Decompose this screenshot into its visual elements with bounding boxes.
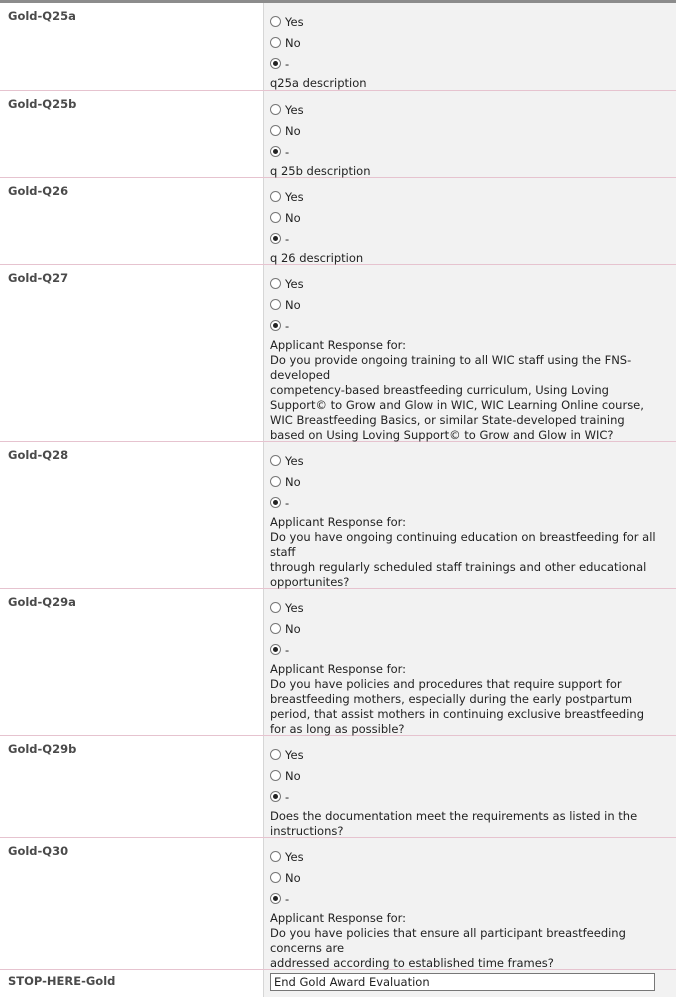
question-row: [0, 178, 676, 265]
radio-option[interactable]: [270, 471, 676, 492]
answer-field: [264, 178, 676, 264]
question-row: [0, 736, 676, 838]
radio-button[interactable]: [270, 233, 281, 244]
answer-field: [264, 442, 676, 588]
radio-option[interactable]: [270, 846, 676, 867]
radio-button[interactable]: [270, 791, 281, 802]
radio-option[interactable]: [270, 207, 676, 228]
radio-option[interactable]: [270, 53, 676, 74]
radio-button[interactable]: [270, 851, 281, 862]
radio-button[interactable]: [270, 58, 281, 69]
question-row: [0, 3, 676, 91]
answer-field: [264, 838, 676, 969]
radio-label: No: [285, 621, 301, 636]
radio-label: Yes: [285, 189, 304, 204]
radio-button[interactable]: [270, 497, 281, 508]
radio-button[interactable]: [270, 320, 281, 331]
radio-button[interactable]: [270, 104, 281, 115]
question-label: Gold-Q29b: [0, 736, 264, 837]
radio-label: Yes: [285, 14, 304, 29]
radio-label: -: [285, 144, 290, 159]
radio-button[interactable]: [270, 16, 281, 27]
radio-label: -: [285, 56, 290, 71]
stop-row: [0, 970, 676, 997]
question-label: Gold-Q29a: [0, 589, 264, 735]
question-label: Gold-Q30: [0, 838, 264, 969]
radio-button[interactable]: [270, 146, 281, 157]
question-label: Gold-Q25a: [0, 3, 264, 90]
radio-option[interactable]: [270, 786, 676, 807]
radio-label: No: [285, 474, 301, 489]
question-label: Gold-Q27: [0, 265, 264, 441]
question-label: Gold-Q25b: [0, 91, 264, 177]
radio-label: No: [285, 870, 301, 885]
radio-label: Yes: [285, 276, 304, 291]
radio-button[interactable]: [270, 191, 281, 202]
answer-field: [264, 736, 676, 837]
radio-option[interactable]: [270, 11, 676, 32]
radio-label: -: [285, 642, 290, 657]
radio-label: No: [285, 123, 301, 138]
question-row: [0, 265, 676, 442]
question-row: [0, 838, 676, 970]
radio-option[interactable]: [270, 888, 676, 909]
radio-button[interactable]: [270, 893, 281, 904]
radio-label: -: [285, 231, 290, 246]
radio-option[interactable]: [270, 765, 676, 786]
radio-label: No: [285, 297, 301, 312]
radio-button[interactable]: [270, 476, 281, 487]
radio-option[interactable]: [270, 867, 676, 888]
radio-button[interactable]: [270, 623, 281, 634]
radio-label: No: [285, 768, 301, 783]
answer-field: [264, 91, 676, 177]
question-row: [0, 589, 676, 736]
radio-button[interactable]: [270, 749, 281, 760]
radio-button[interactable]: [270, 37, 281, 48]
radio-option[interactable]: [270, 492, 676, 513]
question-description: Applicant Response for: Do you have policies that ensure all participant breastfeeding concerns are addressed according to established time frames?: [270, 911, 626, 970]
question-label: Gold-Q26: [0, 178, 264, 264]
question-row: [0, 91, 676, 178]
radio-label: No: [285, 210, 301, 225]
question-description: Applicant Response for: Do you have ongoing continuing education on breastfeeding for all staff through regularly scheduled staff trainings and other educational opportunites?: [270, 515, 656, 589]
radio-label: -: [285, 891, 290, 906]
question-description: Does the documentation meet the requirements as listed in the instructions?: [270, 809, 638, 838]
radio-option[interactable]: [270, 99, 676, 120]
radio-label: Yes: [285, 600, 304, 615]
radio-option[interactable]: [270, 618, 676, 639]
radio-button[interactable]: [270, 644, 281, 655]
radio-label: Yes: [285, 102, 304, 117]
radio-label: Yes: [285, 747, 304, 762]
radio-button[interactable]: [270, 212, 281, 223]
radio-button[interactable]: [270, 872, 281, 883]
radio-button[interactable]: [270, 455, 281, 466]
answer-field: [264, 265, 676, 441]
radio-option[interactable]: [270, 273, 676, 294]
radio-option[interactable]: [270, 450, 676, 471]
radio-button[interactable]: [270, 602, 281, 613]
question-description: Applicant Response for: Do you have policies and procedures that require support for breastfeeding mothers, especially during the early postpartum period, that assist mothers in continuing exclusive breastfeeding for as long as possible?: [270, 662, 645, 736]
stop-label: STOP-HERE-Gold: [0, 970, 264, 997]
radio-label: -: [285, 318, 290, 333]
radio-button[interactable]: [270, 299, 281, 310]
question-description: q 26 description: [270, 251, 364, 265]
radio-label: No: [285, 35, 301, 50]
question-description: q 25b description: [270, 164, 371, 178]
radio-label: -: [285, 495, 290, 510]
radio-button[interactable]: [270, 770, 281, 781]
radio-option[interactable]: [270, 120, 676, 141]
radio-option[interactable]: [270, 186, 676, 207]
answer-field: [264, 589, 676, 735]
radio-label: -: [285, 789, 290, 804]
radio-option[interactable]: [270, 32, 676, 53]
radio-label: Yes: [285, 453, 304, 468]
radio-option[interactable]: [270, 315, 676, 336]
question-description: Applicant Response for: Do you provide ongoing training to all WIC staff using the FNS-developed competency-based breastfeeding curriculum, Using Loving Support© to Grow and Glow in WIC, WIC Learning Online course, WIC Breastfeeding Basics, or similar State-developed training based on Using Loving Support© to Grow and Glow in WIC?: [270, 338, 644, 442]
question-label: Gold-Q28: [0, 442, 264, 588]
radio-option[interactable]: [270, 744, 676, 765]
radio-option[interactable]: [270, 639, 676, 660]
radio-option[interactable]: [270, 294, 676, 315]
radio-option[interactable]: [270, 141, 676, 162]
radio-option[interactable]: [270, 597, 676, 618]
end-evaluation-input[interactable]: [270, 973, 655, 991]
answer-field: [264, 3, 676, 90]
question-row: [0, 442, 676, 589]
radio-button[interactable]: [270, 278, 281, 289]
radio-label: Yes: [285, 849, 304, 864]
radio-button[interactable]: [270, 125, 281, 136]
radio-option[interactable]: [270, 228, 676, 249]
question-description: q25a description: [270, 76, 367, 90]
